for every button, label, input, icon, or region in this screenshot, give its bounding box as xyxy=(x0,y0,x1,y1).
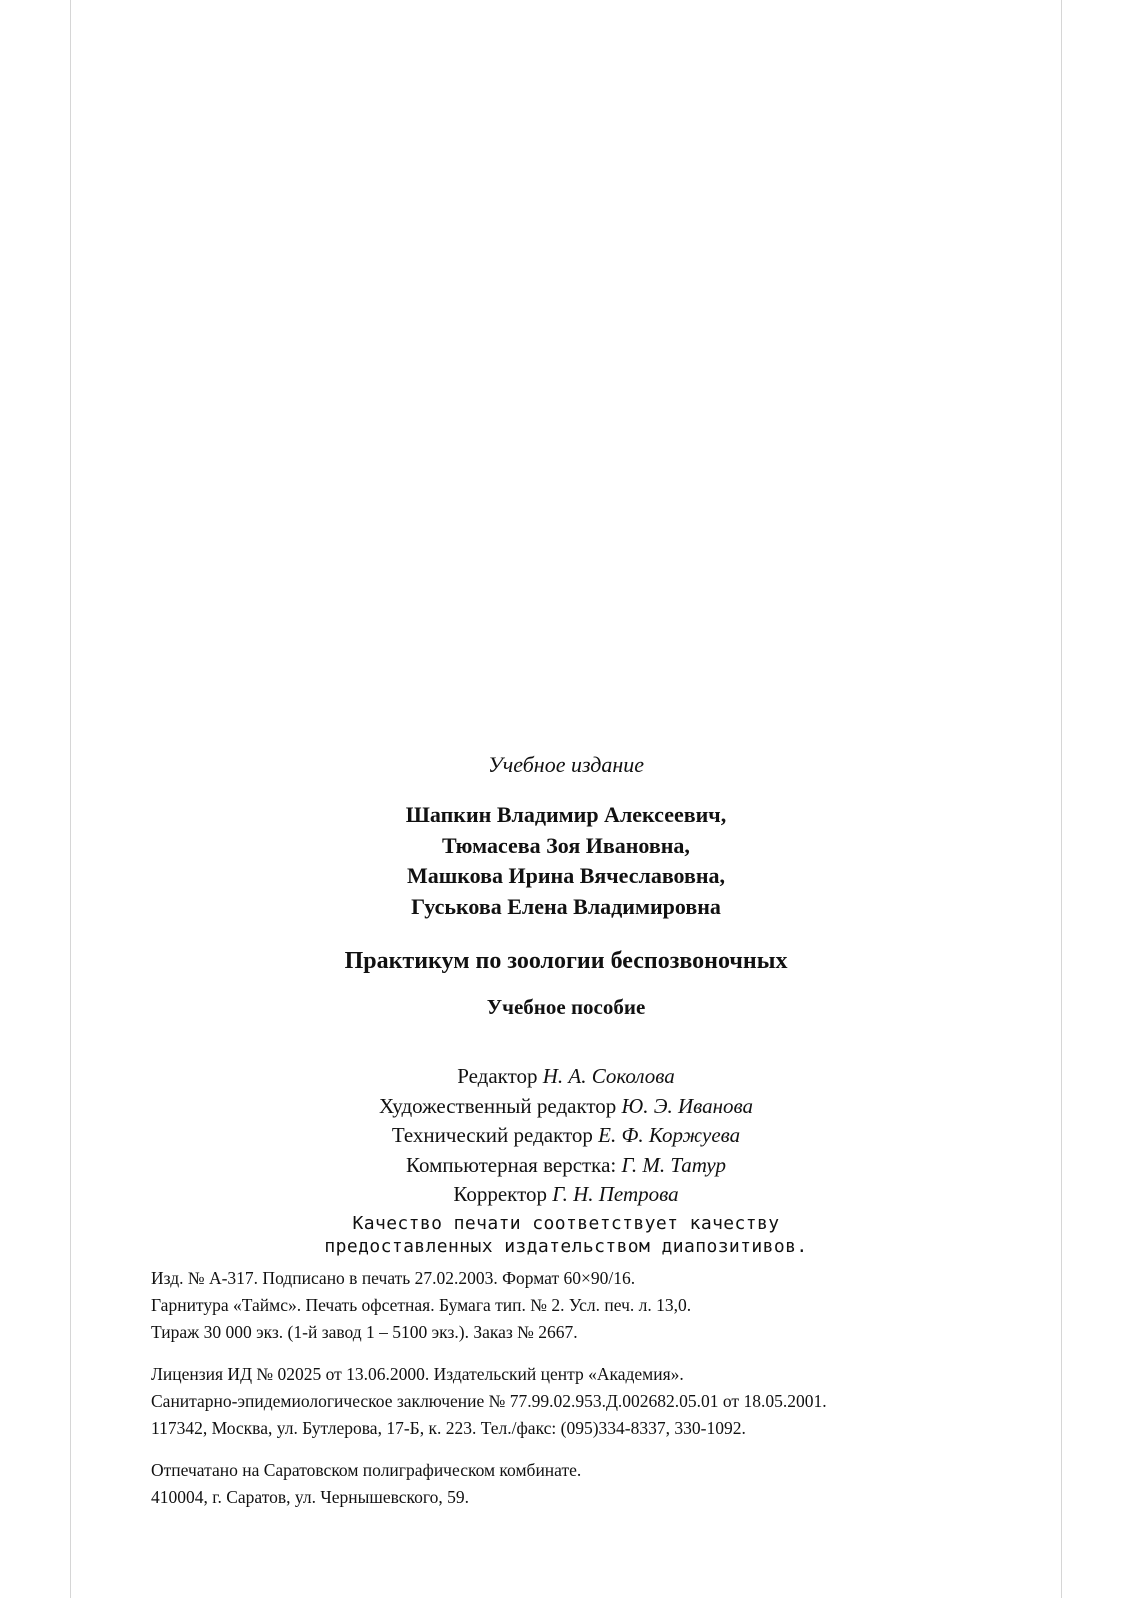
credit-person: Н. А. Соколова xyxy=(542,1064,675,1088)
print-quality-note xyxy=(0,1212,1132,1258)
print-details-block xyxy=(151,1265,1051,1346)
book-title: Практикум по зоологии беспозвоночных xyxy=(344,948,788,974)
author-name: Тюмасева Зоя Ивановна, xyxy=(442,832,690,858)
credit-person: Г. М. Татур xyxy=(621,1152,726,1177)
printer-line: 410004, г. Саратов, ул. Чернышевского, 59. xyxy=(151,1487,470,1507)
print-details-line: Гарнитура «Таймс». Печать офсетная. Бумага тип. № 2. Усл. печ. л. 13,0. xyxy=(151,1295,692,1315)
credit-proofreader xyxy=(0,1180,1132,1210)
printer-block xyxy=(151,1457,1051,1511)
quality-note-line: предоставленных издательством диапозитивов. xyxy=(324,1236,808,1257)
credit-person: Ю. Э. Иванова xyxy=(621,1093,753,1118)
credit-role: Художественный редактор xyxy=(378,1093,617,1118)
credit-art-editor xyxy=(0,1092,1132,1122)
author-name: Гуськова Елена Владимировна xyxy=(411,893,721,919)
authors-block xyxy=(0,800,1132,922)
credit-person: Е. Ф. Коржуева xyxy=(598,1123,741,1147)
print-details-line: Тираж 30 000 экз. (1-й завод 1 – 5100 экз.). Заказ № 2667. xyxy=(151,1322,578,1342)
credit-role: Технический редактор xyxy=(391,1123,593,1147)
credit-person: Г. Н. Петрова xyxy=(552,1182,679,1206)
quality-note-line: Качество печати соответствует качеству xyxy=(352,1213,780,1234)
publisher-line: Лицензия ИД № 02025 от 13.06.2000. Издательский центр «Академия». xyxy=(151,1364,684,1384)
edition-type: Учебное издание xyxy=(487,752,645,777)
page-sheet xyxy=(70,0,1062,1598)
credit-editor xyxy=(0,1062,1132,1092)
credit-role: Корректор xyxy=(453,1182,547,1206)
publisher-block xyxy=(151,1361,1051,1442)
author-name: Машкова Ирина Вячеславовна, xyxy=(406,863,726,888)
author-name: Шапкин Владимир Алексеевич, xyxy=(405,802,727,827)
credits-block xyxy=(0,1062,1132,1210)
publisher-line: Санитарно-эпидемиологическое заключение № 77.99.02.953.Д.002682.05.01 от 18.05.2001. xyxy=(151,1391,827,1411)
publisher-line: 117342, Москва, ул. Бутлерова, 17-Б, к. 223. Тел./факс: (095)334-8337, 330-1092. xyxy=(151,1418,746,1438)
book-subtitle: Учебное пособие xyxy=(486,995,646,1019)
printer-line: Отпечатано на Саратовском полиграфическом комбинате. xyxy=(151,1460,582,1480)
credit-layout xyxy=(0,1151,1132,1181)
credit-tech-editor xyxy=(0,1121,1132,1151)
credit-role: Компьютерная верстка: xyxy=(406,1152,617,1177)
print-details-line: Изд. № А-317. Подписано в печать 27.02.2003. Формат 60×90/16. xyxy=(151,1268,636,1288)
credit-role: Редактор xyxy=(457,1064,538,1088)
